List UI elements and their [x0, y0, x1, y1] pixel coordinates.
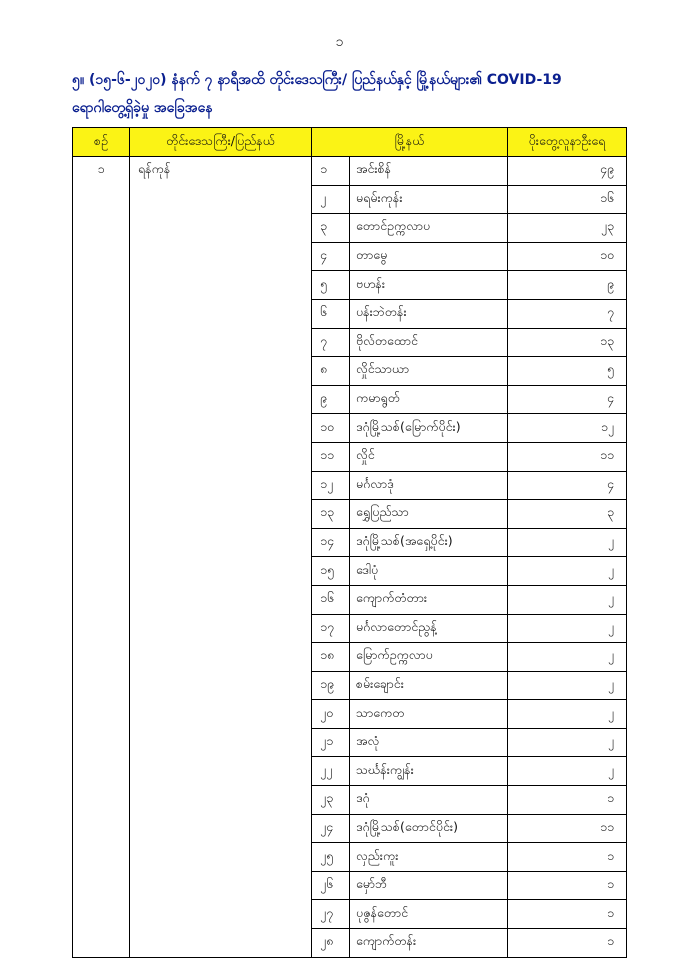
township-count: ၁၃	[508, 328, 627, 357]
township-name: တာမွေ	[350, 242, 508, 271]
township-index: ၈	[312, 357, 350, 386]
table-row	[73, 157, 627, 186]
township-count: ၁	[508, 786, 627, 815]
township-name: ဒဂုံမြို့သစ်(အရှေ့ပိုင်း)	[350, 528, 508, 557]
township-index: ၂၅	[312, 843, 350, 872]
township-name: ရွှေပြည်သာ	[350, 500, 508, 529]
township-name: ဒဂုံ	[350, 786, 508, 815]
township-name: ပန်းဘဲတန်း	[350, 299, 508, 328]
township-index: ၁၉	[312, 671, 350, 700]
township-count: ၃	[508, 500, 627, 529]
township-name: မရမ်းကုန်း	[350, 185, 508, 214]
township-index: ၁၂	[312, 471, 350, 500]
region-sno: ၁	[73, 157, 130, 958]
township-name: အင်းစိန်	[350, 157, 508, 186]
township-index: ၁၇	[312, 614, 350, 643]
township-index: ၁၄	[312, 528, 350, 557]
township-name: စမ်းချောင်း	[350, 671, 508, 700]
township-index: ၁	[312, 157, 350, 186]
township-index: ၃	[312, 214, 350, 243]
township-name: လှိုင်	[350, 442, 508, 471]
township-count: ၁၂	[508, 414, 627, 443]
township-name: ဒဂုံမြို့သစ်(တောင်ပိုင်း)	[350, 814, 508, 843]
township-count: ၁	[508, 871, 627, 900]
township-count: ၂	[508, 671, 627, 700]
page-number: ၁	[335, 34, 344, 50]
township-count: ၁၁	[508, 814, 627, 843]
township-index: ၂၃	[312, 786, 350, 815]
region-name: ရန်ကုန်	[130, 157, 312, 958]
township-index: ၅	[312, 271, 350, 300]
township-name: မင်္ဂလာတောင်ညွန့်	[350, 614, 508, 643]
table-header-row	[73, 128, 627, 157]
township-count: ၄၉	[508, 157, 627, 186]
township-index: ၁၀	[312, 414, 350, 443]
township-count: ၂	[508, 757, 627, 786]
covid-township-table	[72, 127, 627, 958]
township-index: ၁၃	[312, 500, 350, 529]
township-index: ၂၁	[312, 728, 350, 757]
township-index: ၂၄	[312, 814, 350, 843]
township-count: ၂	[508, 585, 627, 614]
township-index: ၂၆	[312, 871, 350, 900]
header-region: တိုင်းဒေသကြီး/ပြည်နယ်	[130, 128, 312, 157]
township-name: လှည်းကူး	[350, 843, 508, 872]
township-name: ဗဟန်း	[350, 271, 508, 300]
township-count: ၁၁	[508, 442, 627, 471]
township-index: ၂၀	[312, 700, 350, 729]
township-count: ၁၆	[508, 185, 627, 214]
township-name: ကမာရွတ်	[350, 385, 508, 414]
township-index: ၂၇	[312, 900, 350, 929]
township-index: ၂၈	[312, 929, 350, 958]
township-name: သင်္ဃန်းကျွန်း	[350, 757, 508, 786]
township-name: မြောက်ဥက္ကလာပ	[350, 643, 508, 672]
header-township: မြို့နယ်	[312, 128, 508, 157]
township-index: ၆	[312, 299, 350, 328]
township-name: အလုံ	[350, 728, 508, 757]
township-name: ဒေါပုံ	[350, 557, 508, 586]
document-title	[72, 66, 632, 122]
township-index: ၁၁	[312, 442, 350, 471]
table-body	[73, 157, 627, 958]
township-name: တောင်ဥက္ကလာပ	[350, 214, 508, 243]
township-name: ဒဂုံမြို့သစ်(မြောက်ပိုင်း)	[350, 414, 508, 443]
township-index: ၉	[312, 385, 350, 414]
township-count: ၄	[508, 385, 627, 414]
township-count: ၂	[508, 643, 627, 672]
township-index: ၂	[312, 185, 350, 214]
township-count: ၄	[508, 471, 627, 500]
township-name: ကျောက်တန်း	[350, 929, 508, 958]
title-line-2: ရောဂါတွေ့ရှိခဲ့မှု အခြေအနေ	[72, 100, 213, 116]
township-index: ၁၅	[312, 557, 350, 586]
township-name: မှော်ဘီ	[350, 871, 508, 900]
township-count: ၂	[508, 700, 627, 729]
title-line-1: ၅။ (၁၅-၆-၂၀၂၀) နံနက် ၇ နာရီအထိ တိုင်းဒေသကြီး/ ပြည်နယ်နှင့် မြို့နယ်များ၏ COVID-19	[72, 72, 562, 88]
township-index: ၇	[312, 328, 350, 357]
township-index: ၄	[312, 242, 350, 271]
township-count: ၂	[508, 557, 627, 586]
township-name: ကျောက်တံတား	[350, 585, 508, 614]
township-count: ၂၃	[508, 214, 627, 243]
township-index: ၁၆	[312, 585, 350, 614]
township-count: ၁	[508, 843, 627, 872]
township-count: ၉	[508, 271, 627, 300]
township-count: ၇	[508, 299, 627, 328]
township-count: ၂	[508, 528, 627, 557]
township-count: ၂	[508, 728, 627, 757]
township-name: ပုဇွန်တောင်	[350, 900, 508, 929]
township-name: မင်္ဂလာဒုံ	[350, 471, 508, 500]
township-count: ၁	[508, 929, 627, 958]
township-count: ၁၀	[508, 242, 627, 271]
header-sno: စဉ်	[73, 128, 130, 157]
township-count: ၅	[508, 357, 627, 386]
township-name: လှိုင်သာယာ	[350, 357, 508, 386]
township-index: ၁၈	[312, 643, 350, 672]
township-count: ၂	[508, 614, 627, 643]
township-count: ၁	[508, 900, 627, 929]
township-name: ဗိုလ်တထောင်	[350, 328, 508, 357]
header-count: ပိုးတွေ့လူနာဦးရေ	[508, 128, 627, 157]
township-name: သာကေတ	[350, 700, 508, 729]
township-index: ၂၂	[312, 757, 350, 786]
